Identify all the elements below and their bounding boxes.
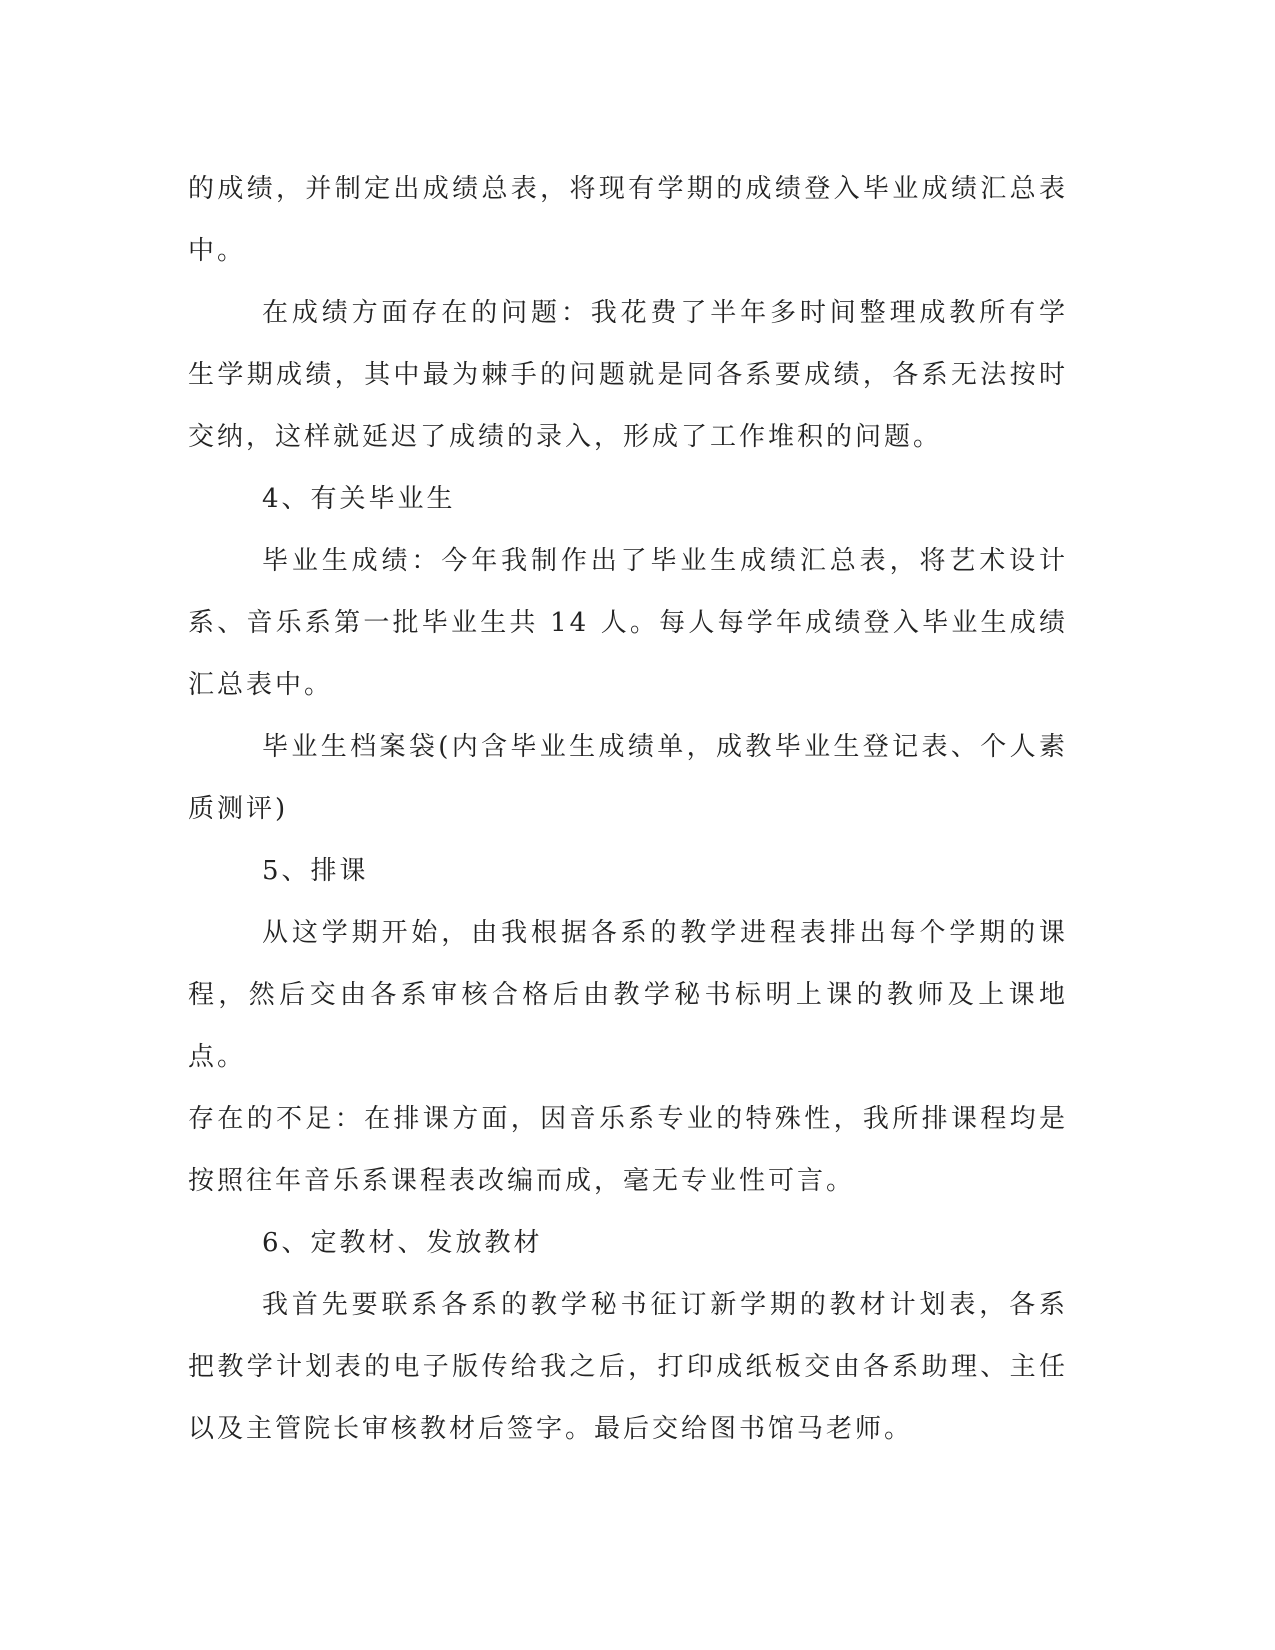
- paragraph-grades-summary: 的成绩，并制定出成绩总表，将现有学期的成绩登入毕业成绩汇总表中。: [188, 174, 1068, 266]
- paragraph-graduate-grades: 毕业生成绩：今年我制作出了毕业生成绩汇总表，将艺术设计系、音乐系第一批毕业生共 14 人。每人每学年成绩登入毕业生成绩汇总表中。: [188, 546, 1068, 700]
- paragraph-textbooks: 我首先要联系各系的教学秘书征订新学期的教材计划表，各系把教学计划表的电子版传给我之后，打印成纸板交由各系助理、主任以及主管院长审核教材后签字。最后交给图书馆马老师。: [188, 1290, 1068, 1444]
- heading-textbooks: 6、定教材、发放教材: [262, 1228, 543, 1258]
- paragraph-scheduling: 从这学期开始，由我根据各系的教学进程表排出每个学期的课程，然后交由各系审核合格后由教学秘书标明上课的教师及上课地点。: [188, 918, 1068, 1072]
- heading-scheduling: 5、排课: [262, 856, 369, 886]
- heading-graduates: 4、有关毕业生: [262, 484, 456, 514]
- paragraph-scheduling-shortcomings: 存在的不足：在排课方面，因音乐系专业的特殊性，我所排课程均是按照往年音乐系课程表改编而成，毫无专业性可言。: [188, 1104, 1068, 1196]
- document-body: [188, 158, 1068, 1460]
- paragraph-grades-problems: 在成绩方面存在的问题：我花费了半年多时间整理成教所有学生学期成绩，其中最为棘手的问题就是同各系要成绩，各系无法按时交纳，这样就延迟了成绩的录入，形成了工作堆积的问题。: [188, 298, 1068, 452]
- paragraph-graduate-archives: 毕业生档案袋(内含毕业生成绩单，成教毕业生登记表、个人素质测评): [188, 732, 1068, 824]
